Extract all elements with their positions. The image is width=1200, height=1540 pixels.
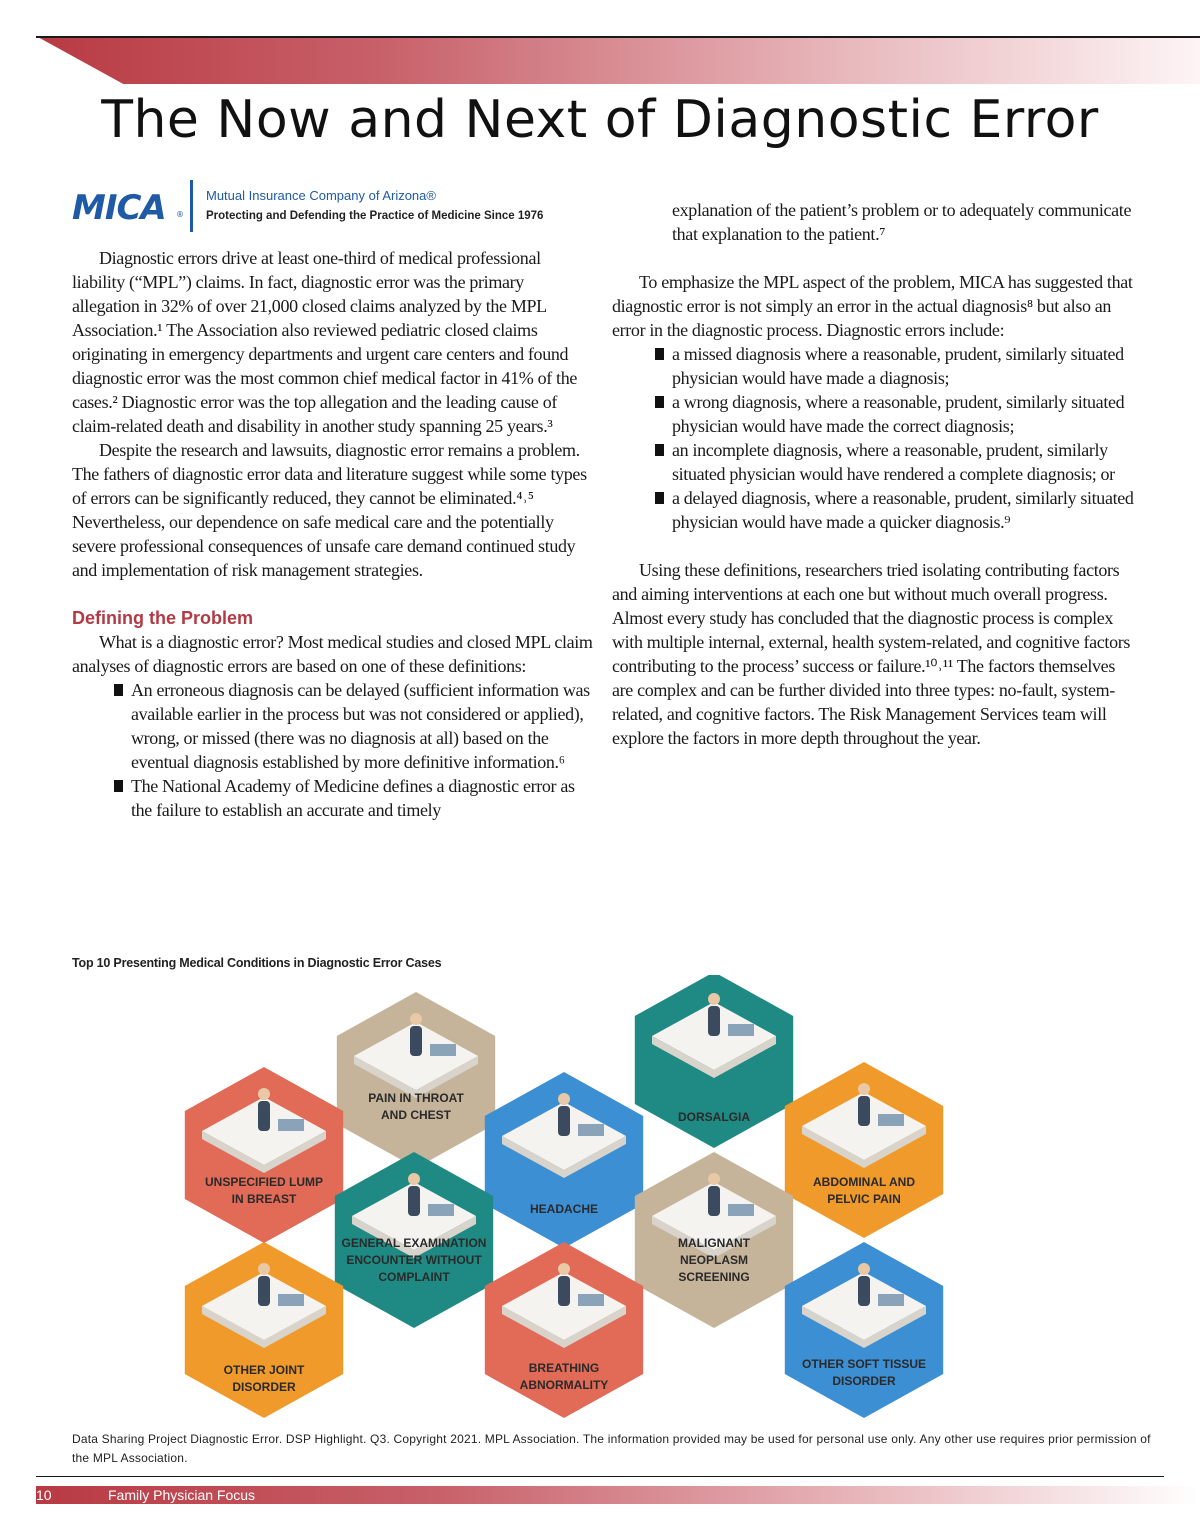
logo-registered-mark: ®: [176, 210, 184, 219]
hex-unspecified-lump-in-breast: [185, 1067, 343, 1243]
left-paragraph-2: Despite the research and lawsuits, diagnostic error remains a problem. The fathers of diagnostic error data and literature suggest while some types of errors can be significantly reduced, they cannot be eliminated.⁴˒⁵ Nevertheless, our dependence on safe medical care and the potentially severe professional consequences of unsafe care demand continued study and implementation of risk management strategies.: [72, 440, 587, 580]
logo-company-name: Mutual Insurance Company of Arizona®: [206, 188, 436, 203]
hex-label: PELVIC PAIN: [827, 1192, 901, 1206]
hex-label: OTHER SOFT TISSUE: [801, 1357, 927, 1371]
hex-abdominal-and-pelvic-pain: [785, 1062, 943, 1238]
section-heading: Defining the Problem: [72, 608, 254, 628]
hex-label: DISORDER: [832, 1374, 896, 1388]
hex-label: BREATHING: [528, 1361, 600, 1375]
left-paragraph-1: Diagnostic errors drive at least one-third of medical professional liability (“MPL”) claims. In fact, diagnostic error was the primary allegation in 32% of over 21,000 closed claims analyzed by the MPL Association.¹ The Association also reviewed pediatric closed claims originating in emergency departments and urgent care centers and found diagnostic error was the most common chief medical factor in 41% of the cases.² Diagnostic error was the top allegation and the leading cause of claim-related death and disability in another study spanning 25 years.³: [72, 248, 577, 436]
conditions-infographic: [150, 975, 1050, 1425]
diagnostic-errors-list: [612, 342, 1134, 534]
list-item: The National Academy of Medicine defines a diagnostic error as the failure to establish an accurate and timely: [131, 774, 594, 822]
hex-label: GENERAL EXAMINATION: [341, 1236, 487, 1250]
hex-other-joint-disorder: [185, 1242, 343, 1418]
hex-general-examination: [335, 1152, 493, 1328]
hex-label: AND CHEST: [380, 1108, 452, 1122]
list-item: a wrong diagnosis, where a reasonable, prudent, similarly situated physician would have made the correct diagnosis;: [672, 390, 1134, 438]
definitions-list: [72, 678, 594, 822]
hex-label: PAIN IN THROAT: [368, 1091, 464, 1105]
page-number: 10: [36, 1487, 52, 1503]
left-column: [72, 246, 594, 822]
hex-label: SCREENING: [678, 1270, 750, 1284]
footer-band: [36, 1486, 1200, 1504]
right-paragraph-2: Using these definitions, researchers tried isolating contributing factors and aiming interventions at each one but without much overall progress. Almost every study has concluded that the diagnostic process is complex with multiple internal, external, health system-related, and cognitive factors contributing to the process’ success or failure.¹⁰˒¹¹ The factors themselves are complex and can be further divided into three types: no-fault, system- related, and cognitive factors. The Risk Management Services team will explore the factors in more depth throughout the year.: [612, 560, 1131, 748]
list-item: An erroneous diagnosis can be delayed (sufficient information was available earlier in the process but was not considered or applied), wrong, or missed (there was no diagnosis at all) based on the eventual diagnosis established by more definitive information.⁶: [131, 678, 594, 774]
list-item: a missed diagnosis where a reasonable, prudent, similarly situated physician would have made a diagnosis;: [672, 342, 1134, 390]
hex-malignant-neoplasm-screening: [635, 1152, 793, 1328]
hex-label: COMPLAINT: [378, 1270, 450, 1284]
page-title: The Now and Next of Diagnostic Error: [101, 90, 1099, 150]
hex-label: OTHER JOINT: [223, 1363, 305, 1377]
list-item: an incomplete diagnosis, where a reasonable, prudent, similarly situated physician would have rendered a complete diagnosis; or: [672, 438, 1134, 486]
hex-dorsalgia: [635, 975, 793, 1148]
figure-credit: Data Sharing Project Diagnostic Error. DSP Highlight. Q3. Copyright 2021. MPL Association. The information provided may be used for personal use only. Any other use requires prior permission of the MPL Association.: [72, 1432, 1151, 1465]
right-continuation: explanation of the patient’s problem or to adequately communicate that explanation to the patient.⁷: [672, 200, 1132, 244]
hex-label: HEADACHE: [529, 1202, 599, 1216]
hex-label: ENCOUNTER WITHOUT: [346, 1253, 482, 1267]
hex-label: UNSPECIFIED LUMP: [204, 1175, 324, 1189]
hex-pain-in-throat-and-chest: [337, 992, 495, 1168]
header-rule: [36, 36, 1200, 38]
publication-name: Family Physician Focus: [108, 1487, 256, 1503]
logo-tagline: Protecting and Defending the Practice of Medicine Since 1976: [206, 210, 544, 222]
hex-label: DORSALGIA: [678, 1110, 750, 1124]
hex-headache: [485, 1072, 643, 1248]
hex-label: ABNORMALITY: [519, 1378, 609, 1392]
hex-other-soft-tissue-disorder: [785, 1242, 943, 1418]
mica-logo: [72, 180, 592, 230]
hex-label: NEOPLASM: [679, 1253, 749, 1267]
hex-label: ABDOMINAL AND: [813, 1175, 915, 1189]
logo-divider: [190, 180, 193, 232]
figure-caption: Top 10 Presenting Medical Conditions in Diagnostic Error Cases: [72, 956, 442, 970]
hex-label: MALIGNANT: [678, 1236, 750, 1250]
hex-breathing-abnormality: [485, 1242, 643, 1418]
left-paragraph-3: What is a diagnostic error? Most medical studies and closed MPL claim analyses of diagnostic errors are based on one of these definitions:: [72, 632, 593, 676]
logo-wordmark: MICA: [72, 188, 166, 228]
hex-label: DISORDER: [232, 1380, 296, 1394]
list-item: a delayed diagnosis, where a reasonable, prudent, similarly situated physician would have made a quicker diagnosis.⁹: [672, 488, 1134, 532]
header-band: [36, 36, 1200, 84]
hex-label: IN BREAST: [231, 1192, 297, 1206]
footer-rule: [36, 1476, 1164, 1477]
right-column: [612, 198, 1134, 750]
right-paragraph-1: To emphasize the MPL aspect of the problem, MICA has suggested that diagnostic error is not simply an error in the actual diagnosis⁸ but also an error in the diagnostic process. Diagnostic errors include:: [612, 272, 1133, 340]
